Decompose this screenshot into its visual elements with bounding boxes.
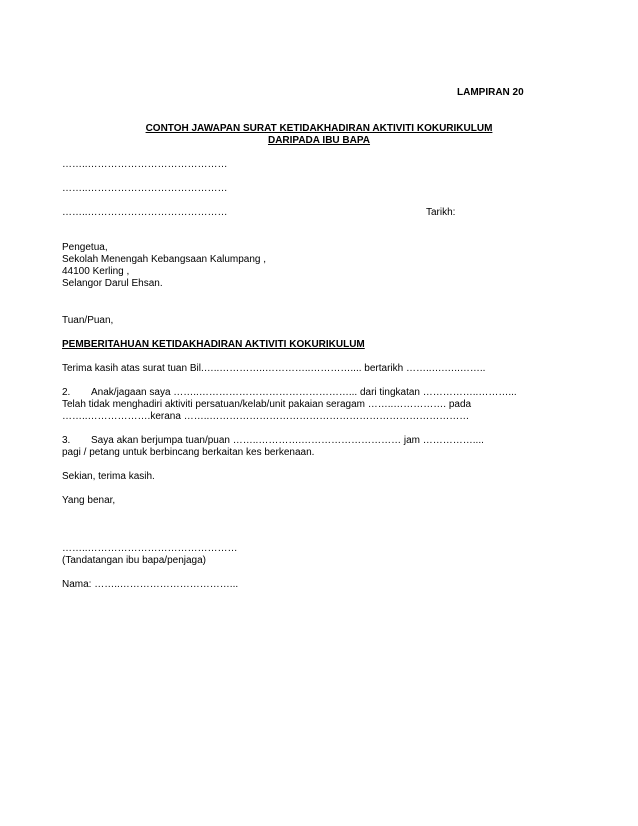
attachment-label: LAMPIRAN 20 bbox=[457, 87, 524, 98]
paragraph-1: Terima kasih atas surat tuan Bil.…..…………..…………..………….... bertarikh ……..….…..…….. bbox=[62, 363, 486, 374]
sender-address-line-2: ……..…………………………………… bbox=[62, 183, 228, 194]
sender-address-line-3: ……..…………………………………… bbox=[62, 207, 228, 218]
closing-sincerely: Yang benar, bbox=[62, 495, 116, 506]
name-field: Nama: ……..……………………………... bbox=[62, 579, 239, 590]
paragraph-2-number: 2. bbox=[62, 387, 71, 398]
recipient-state: Selangor Darul Ehsan. bbox=[62, 278, 163, 289]
sender-address-line-1: ……..…………………………………… bbox=[62, 159, 228, 170]
signature-line: ……..……………………………………… bbox=[62, 543, 238, 554]
signature-label: (Tandatangan ibu bapa/penjaga) bbox=[62, 555, 207, 566]
closing-thanks: Sekian, terima kasih. bbox=[62, 471, 155, 482]
document-subtitle: DARIPADA IBU BAPA bbox=[267, 135, 371, 146]
salutation: Tuan/Puan, bbox=[62, 315, 114, 326]
paragraph-3-line-1: Saya akan berjumpa tuan/puan ……..………….………………………… jam …………….... bbox=[91, 435, 484, 446]
date-label: Tarikh: bbox=[426, 207, 456, 218]
paragraph-3-number: 3. bbox=[62, 435, 71, 446]
paragraph-2-line-1: Anak/jagaan saya ……..………………………………………... dari tingkatan ……………..………... bbox=[91, 387, 517, 398]
recipient-title: Pengetua, bbox=[62, 242, 108, 253]
paragraph-2-line-3: ……..……………….kerana ……..…………………………………………………………………… bbox=[62, 411, 470, 422]
document-title: CONTOH JAWAPAN SURAT KETIDAKHADIRAN AKTIVITI KOKURIKULUM bbox=[145, 123, 493, 134]
paragraph-2-line-2: Telah tidak menghadiri aktiviti persatuan/kelab/unit pakaian seragam ……..……………. pada bbox=[62, 399, 472, 410]
recipient-postcode: 44100 Kerling , bbox=[62, 266, 130, 277]
paragraph-3-line-2: pagi / petang untuk berbincang berkaitan kes berkenaan. bbox=[62, 447, 315, 458]
recipient-school: Sekolah Menengah Kebangsaan Kalumpang , bbox=[62, 254, 267, 265]
letter-subject: PEMBERITAHUAN KETIDAKHADIRAN AKTIVITI KOKURIKULUM bbox=[62, 339, 365, 350]
